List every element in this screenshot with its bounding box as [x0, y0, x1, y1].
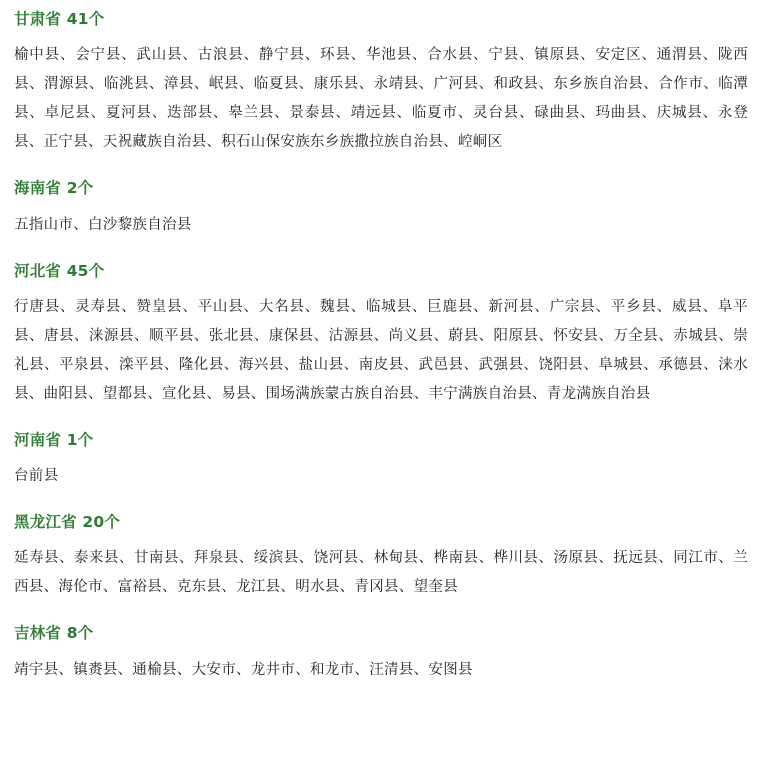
province-heading-hainan: 海南省 2个 [14, 179, 94, 198]
section-spacer [14, 163, 748, 177]
province-section-gansu [14, 8, 748, 157]
section-spacer [14, 608, 748, 622]
province-heading-henan: 河南省 1个 [14, 430, 94, 449]
section-spacer [14, 246, 748, 260]
province-section-jilin [14, 622, 748, 684]
province-heading-heilongjiang: 黑龙江省 20个 [14, 513, 121, 531]
province-list-gansu: 榆中县、会宁县、武山县、古浪县、静宁县、环县、华池县、合水县、宁县、镇原县、安定区、通渭县、陇西县、渭源县、临洮县、漳县、岷县、临夏县、康乐县、永靖县、广河县、和政县、东乡族自治县、合作市、临潭县、卓尼县、夏河县、迭部县、皋兰县、景泰县、靖远县、临夏市、灵台县、碌曲县、玛曲县、庆城县、永登县、正宁县、天祝藏族自治县、积石山保安族东乡族撒拉族自治县、崆峒区 [14, 47, 748, 151]
province-section-henan [14, 429, 748, 491]
province-list-hainan: 五指山市、白沙黎族自治县 [14, 216, 192, 233]
province-section-heilongjiang [14, 511, 748, 602]
province-list-henan: 台前县 [14, 468, 59, 484]
province-heading-jilin: 吉林省 8个 [14, 624, 94, 643]
province-list-heilongjiang: 延寿县、泰来县、甘南县、拜泉县、绥滨县、饶河县、林甸县、桦南县、桦川县、汤原县、抚远县、同江市、兰西县、海伦市、富裕县、克东县、龙江县、明水县、青冈县、望奎县 [14, 550, 748, 596]
section-spacer [14, 415, 748, 429]
province-section-hainan [14, 177, 748, 239]
province-heading-hebei: 河北省 45个 [14, 261, 105, 280]
province-section-hebei [14, 260, 748, 409]
province-list-hebei: 行唐县、灵寿县、赞皇县、平山县、大名县、魏县、临城县、巨鹿县、新河县、广宗县、平乡县、威县、阜平县、唐县、涞源县、顺平县、张北县、康保县、沽源县、尚义县、蔚县、阳原县、怀安县、万全县、赤城县、崇礼县、平泉县、滦平县、隆化县、海兴县、盐山县、南皮县、武邑县、武强县、饶阳县、阜城县、承德县、涞水县、曲阳县、望都县、宣化县、易县、围场满族蒙古族自治县、丰宁满族自治县、青龙满族自治县 [14, 298, 748, 402]
province-heading-gansu: 甘肃省 41个 [14, 10, 105, 28]
section-spacer [14, 497, 748, 511]
province-list-jilin: 靖宇县、镇赉县、通榆县、大安市、龙井市、和龙市、汪清县、安图县 [14, 661, 473, 678]
